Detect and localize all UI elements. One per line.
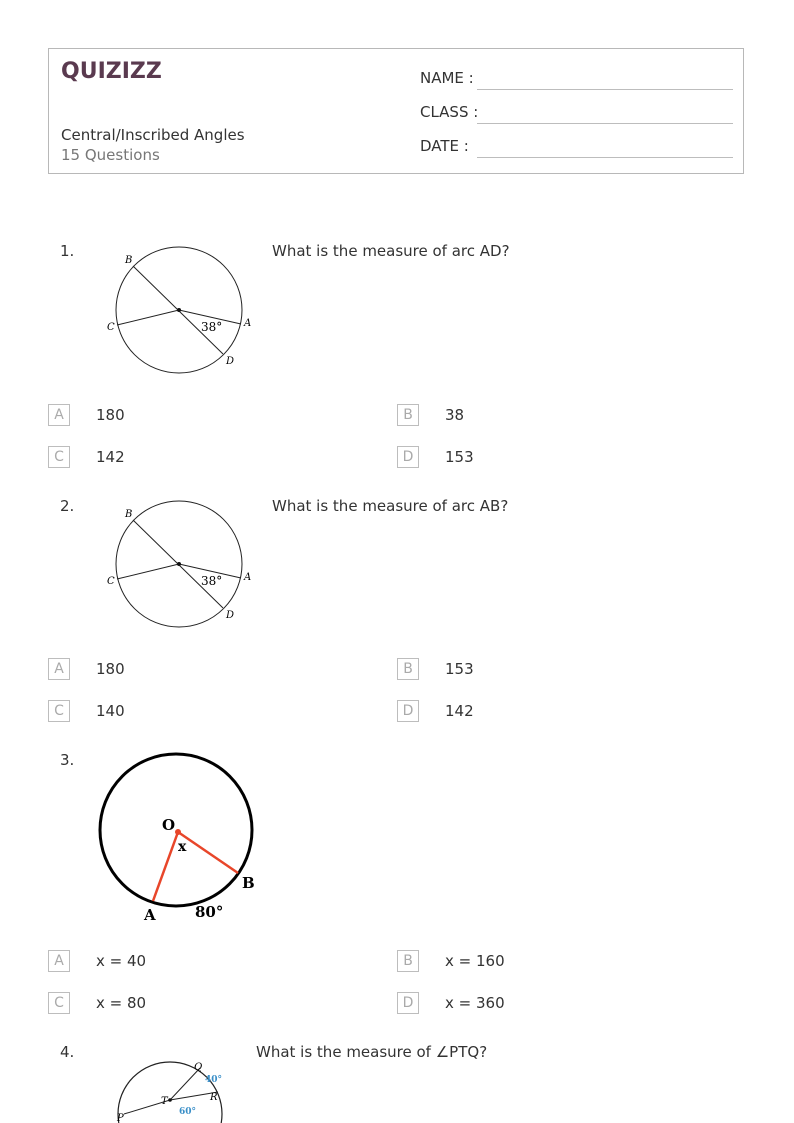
option-letter-box[interactable]: B [397, 658, 419, 680]
date-line[interactable] [477, 157, 733, 158]
point-label: B [242, 874, 255, 892]
option-letter-box[interactable]: A [48, 658, 70, 680]
point-label: C [107, 576, 115, 587]
angle-label: 60° [179, 1107, 197, 1117]
option-letter-box[interactable]: C [48, 992, 70, 1014]
angle-label: x [178, 839, 187, 855]
option-text[interactable]: 180 [96, 660, 125, 678]
option-letter-box[interactable]: D [397, 992, 419, 1014]
option-text[interactable]: x = 160 [445, 952, 505, 970]
point-label: R [210, 1092, 218, 1103]
option-text[interactable]: 38 [445, 406, 465, 424]
point-label: O [162, 816, 176, 834]
point-label: A [244, 318, 252, 329]
point-label: Q [194, 1062, 203, 1073]
option-text[interactable]: 140 [96, 702, 125, 720]
point-label: A [144, 906, 156, 924]
option-letter-box[interactable]: A [48, 950, 70, 972]
point-label: D [226, 356, 235, 367]
class-line[interactable] [477, 123, 733, 124]
point-label: D [226, 610, 235, 621]
angle-label: 40° [205, 1075, 223, 1085]
option-letter-box[interactable]: C [48, 700, 70, 722]
option-letter-box[interactable]: B [397, 404, 419, 426]
point-label: P [117, 1113, 124, 1123]
option-letter-box[interactable]: D [397, 446, 419, 468]
question-number: 2. [60, 497, 75, 515]
worksheet-question-count: 15 Questions [61, 146, 160, 164]
circle-diagram [100, 240, 260, 375]
option-text[interactable]: 142 [445, 702, 474, 720]
name-line[interactable] [477, 89, 733, 90]
point-label: B [125, 255, 133, 266]
option-text[interactable]: 142 [96, 448, 125, 466]
option-text[interactable]: 153 [445, 660, 474, 678]
angle-label: 38° [201, 320, 223, 334]
circle-diagram [92, 748, 272, 928]
option-text[interactable]: x = 80 [96, 994, 147, 1012]
name-label: NAME : [420, 69, 474, 87]
option-text[interactable]: x = 360 [445, 994, 505, 1012]
brand-logo: QUIZIZZ [61, 59, 162, 84]
point-label: B [125, 509, 133, 520]
option-text[interactable]: x = 40 [96, 952, 147, 970]
option-text[interactable]: 180 [96, 406, 125, 424]
point-label: A [244, 572, 252, 583]
circle-diagram [100, 494, 260, 629]
point-label: T [161, 1096, 168, 1107]
worksheet-header [48, 48, 744, 174]
option-letter-box[interactable]: A [48, 404, 70, 426]
angle-label: 38° [201, 574, 223, 588]
option-letter-box[interactable]: D [397, 700, 419, 722]
circle-diagram [110, 1056, 240, 1123]
arc-label: 80° [195, 903, 224, 921]
question-number: 1. [60, 242, 75, 260]
class-label: CLASS : [420, 103, 479, 121]
question-text: What is the measure of ∠PTQ? [256, 1043, 488, 1061]
question-text: What is the measure of arc AB? [272, 497, 509, 515]
worksheet-title: Central/Inscribed Angles [61, 126, 245, 144]
date-label: DATE : [420, 137, 469, 155]
point-label: C [107, 322, 115, 333]
question-number: 4. [60, 1043, 75, 1061]
question-number: 3. [60, 751, 75, 769]
option-letter-box[interactable]: C [48, 446, 70, 468]
option-text[interactable]: 153 [445, 448, 474, 466]
option-letter-box[interactable]: B [397, 950, 419, 972]
question-text: What is the measure of arc AD? [272, 242, 510, 260]
